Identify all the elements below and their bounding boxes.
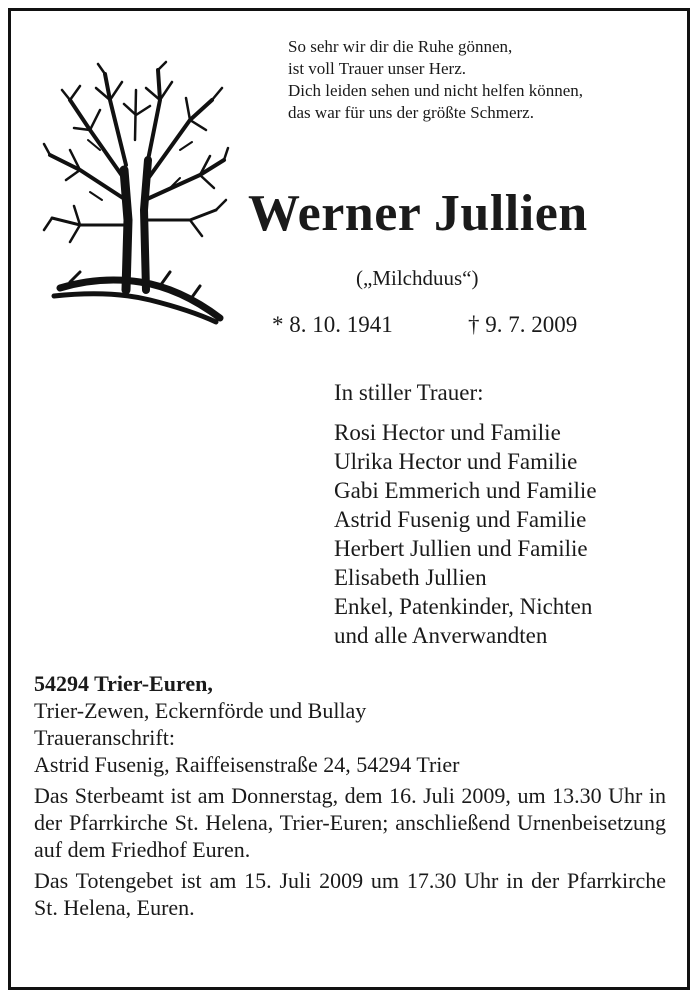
- funeral-notice: Das Sterbeamt ist am Donnerstag, dem 16. Juli 2009, um 13.30 Uhr in der Pfarrkirche St. Helena, Trier-Euren; anschließend Urnenbeisetzung auf dem Friedhof Euren.: [34, 783, 666, 862]
- poem-line: So sehr wir dir die Ruhe gönnen,: [288, 37, 513, 56]
- birth-date: * 8. 10. 1941: [272, 312, 393, 337]
- prayer-notice: Das Totengebet ist am 15. Juli 2009 um 17.30 Uhr in der Pfarrkirche St. Helena, Euren.: [34, 868, 666, 920]
- deceased-nickname: („Milchduus“): [356, 266, 479, 290]
- poem-line: ist voll Trauer unser Herz.: [288, 59, 467, 78]
- poem: [288, 36, 583, 124]
- poem-line: Dich leiden sehen und nicht helfen können,: [288, 81, 584, 100]
- list-item: Ulrika Hector und Familie: [334, 449, 578, 474]
- list-item: Rosi Hector und Familie: [334, 420, 561, 445]
- notice-details: [34, 670, 666, 921]
- mourners-list: [334, 418, 597, 650]
- deceased-name: Werner Jullien: [248, 185, 588, 242]
- list-item: Enkel, Patenkinder, Nichten: [334, 594, 593, 619]
- poem-line: das war für uns der größte Schmerz.: [288, 103, 534, 122]
- address-value: Astrid Fusenig, Raiffeisenstraße 24, 54294 Trier: [34, 752, 460, 777]
- address-label: Traueranschrift:: [34, 725, 175, 750]
- death-date: † 9. 7. 2009: [468, 312, 578, 337]
- mourning-heading: In stiller Trauer:: [334, 380, 484, 405]
- places-more: Trier-Zewen, Eckernförde und Bullay: [34, 698, 367, 723]
- list-item: Astrid Fusenig und Familie: [334, 507, 587, 532]
- list-item: und alle Anverwandten: [334, 623, 548, 648]
- tree-icon: [40, 60, 230, 330]
- place: 54294 Trier-Euren,: [34, 671, 213, 696]
- list-item: Herbert Jullien und Familie: [334, 536, 588, 561]
- list-item: Elisabeth Jullien: [334, 565, 487, 590]
- list-item: Gabi Emmerich und Familie: [334, 478, 597, 503]
